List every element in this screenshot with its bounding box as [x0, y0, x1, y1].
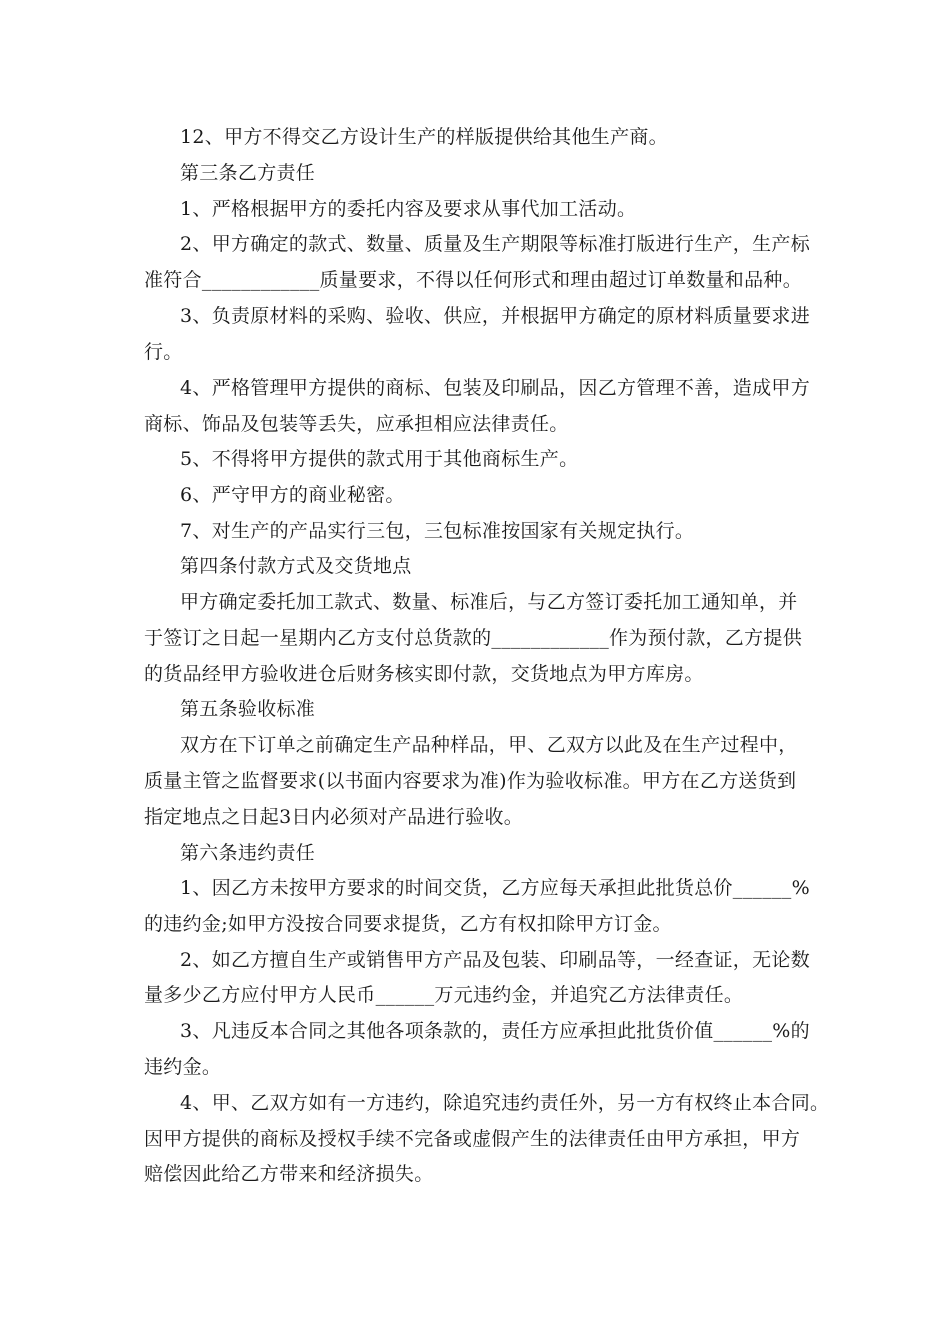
- paragraph-line: 指定地点之日起3日内必须对产品进行验收。: [144, 806, 524, 828]
- paragraph-line: 3、凡违反本合同之其他各项条款的，责任方应承担此批货价值______%的: [180, 1020, 810, 1042]
- paragraph-line: 准符合____________质量要求，不得以任何形式和理由超过订单数量和品种。: [144, 269, 803, 291]
- paragraph-line: 2、如乙方擅自生产或销售甲方产品及包装、印刷品等，一经查证，无论数: [180, 949, 810, 971]
- paragraph-line: 1、因乙方未按甲方要求的时间交货，乙方应每天承担此批货总价______%: [180, 877, 810, 899]
- paragraph-line: 赔偿因此给乙方带来和经济损失。: [144, 1163, 434, 1185]
- section-heading: 第四条付款方式及交货地点: [180, 555, 412, 577]
- paragraph-line: 违约金。: [144, 1056, 222, 1078]
- section-heading: 第五条验收标准: [180, 698, 316, 720]
- paragraph-line: 4、甲、乙双方如有一方违约，除追究违约责任外，另一方有权终止本合同。: [180, 1092, 830, 1114]
- section-heading: 第三条乙方责任: [180, 162, 316, 184]
- section-heading: 第六条违约责任: [180, 842, 316, 864]
- paragraph-line: 4、严格管理甲方提供的商标、包装及印刷品，因乙方管理不善，造成甲方: [180, 377, 810, 399]
- paragraph-line: 行。: [144, 341, 183, 363]
- paragraph-line: 12、甲方不得交乙方设计生产的样版提供给其他生产商。: [180, 126, 668, 148]
- paragraph-line: 量多少乙方应付甲方人民币______万元违约金，并追究乙方法律责任。: [144, 984, 744, 1006]
- paragraph-line: 双方在下订单之前确定生产品种样品，甲、乙双方以此及在生产过程中，: [180, 734, 798, 756]
- paragraph-line: 甲方确定委托加工款式、数量、标准后，与乙方签订委托加工通知单，并: [180, 591, 798, 613]
- paragraph-line: 质量主管之监督要求(以书面内容要求为准)作为验收标准。甲方在乙方送货到: [144, 770, 797, 792]
- paragraph-line: 7、对生产的产品实行三包，三包标准按国家有关规定执行。: [180, 520, 695, 542]
- paragraph-line: 1、严格根据甲方的委托内容及要求从事代加工活动。: [180, 198, 637, 220]
- paragraph-line: 商标、饰品及包装等丢失，应承担相应法律责任。: [144, 413, 569, 435]
- paragraph-line: 3、负责原材料的采购、验收、供应，并根据甲方确定的原材料质量要求进: [180, 305, 810, 327]
- paragraph-line: 6、严守甲方的商业秘密。: [180, 484, 405, 506]
- paragraph-line: 于签订之日起一星期内乙方支付总货款的____________作为预付款，乙方提供: [144, 627, 803, 649]
- paragraph-line: 的违约金;如甲方没按合同要求提货，乙方有权扣除甲方订金。: [144, 913, 672, 935]
- paragraph-line: 因甲方提供的商标及授权手续不完备或虚假产生的法律责任由甲方承担，甲方: [144, 1128, 801, 1150]
- paragraph-line: 2、甲方确定的款式、数量、质量及生产期限等标准打版进行生产，生产标: [180, 233, 810, 255]
- paragraph-line: 的货品经甲方验收进仓后财务核实即付款，交货地点为甲方库房。: [144, 663, 704, 685]
- paragraph-line: 5、不得将甲方提供的款式用于其他商标生产。: [180, 448, 579, 470]
